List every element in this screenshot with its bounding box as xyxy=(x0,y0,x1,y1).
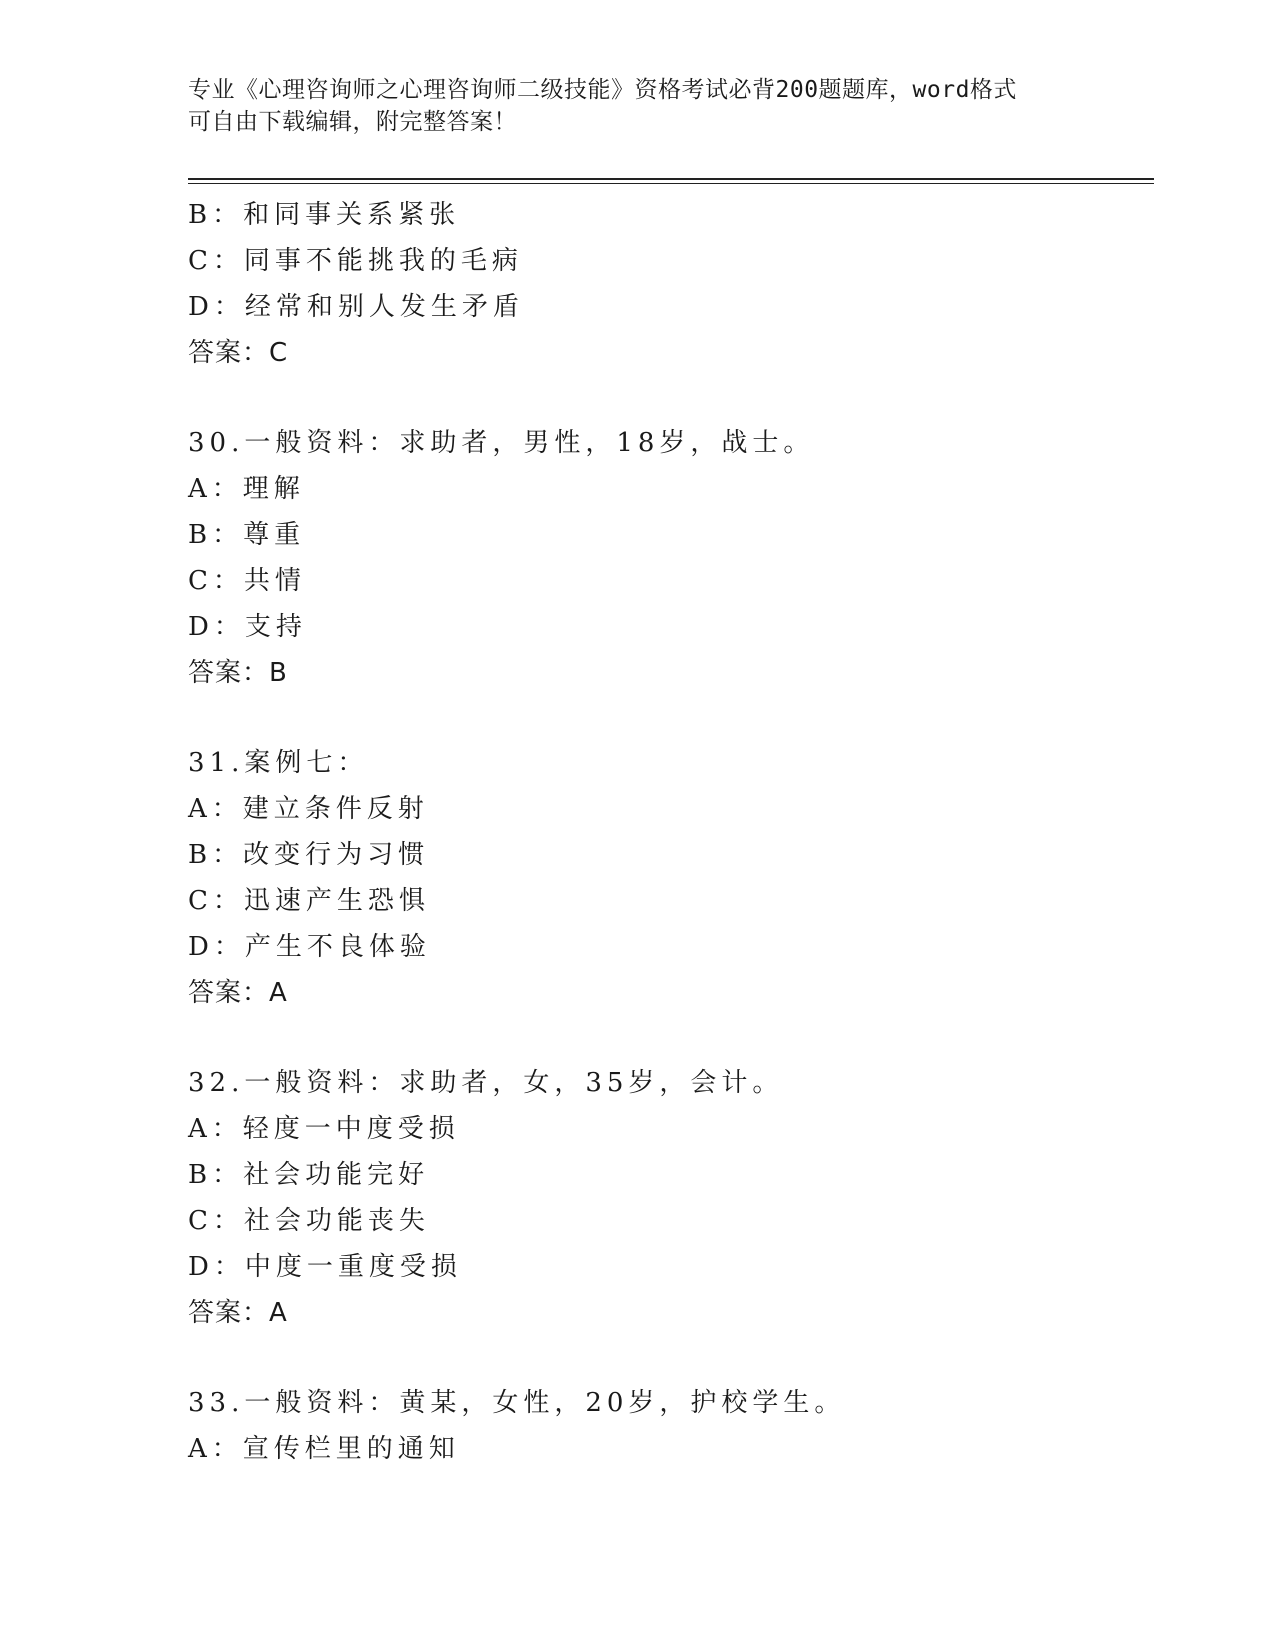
page-header xyxy=(188,74,1088,138)
answer-text: 答案：B xyxy=(188,658,288,688)
header-line-1: 专业《心理咨询师之心理咨询师二级技能》资格考试必背200题题库，word格式 xyxy=(188,77,1017,103)
answer-text: 答案：C xyxy=(188,338,289,368)
option-a: A：建立条件反射 xyxy=(188,794,429,824)
question-block xyxy=(188,420,1148,696)
question-text: 33.一般资料：黄某，女性，20岁，护校学生。 xyxy=(188,1388,846,1418)
header-line-2: 可自由下载编辑，附完整答案！ xyxy=(188,109,517,135)
question-block xyxy=(188,1060,1148,1336)
option-c: C：共情 xyxy=(188,566,306,596)
option-d: D：产生不良体验 xyxy=(188,932,431,962)
option-b: B：社会功能完好 xyxy=(188,1160,430,1190)
option-d: D：中度一重度受损 xyxy=(188,1252,462,1282)
question-text: 30.一般资料：求助者，男性，18岁，战士。 xyxy=(188,428,815,458)
question-text: 31.案例七： xyxy=(188,748,369,778)
block-spacer xyxy=(188,696,1148,740)
question-block xyxy=(188,1380,1148,1472)
option-d: D：支持 xyxy=(188,612,307,642)
option-d: D：经常和别人发生矛盾 xyxy=(188,292,524,322)
option-c: C：同事不能挑我的毛病 xyxy=(188,246,523,276)
option-a: A：轻度一中度受损 xyxy=(188,1114,460,1144)
block-spacer xyxy=(188,1016,1148,1060)
block-spacer xyxy=(188,376,1148,420)
option-a: A：理解 xyxy=(188,474,305,504)
option-b: B：改变行为习惯 xyxy=(188,840,430,870)
question-list xyxy=(188,192,1148,1472)
option-c: C：迅速产生恐惧 xyxy=(188,886,430,916)
answer-text: 答案：A xyxy=(188,1298,288,1328)
question-block xyxy=(188,192,1148,376)
option-a: A：宣传栏里的通知 xyxy=(188,1434,460,1464)
block-spacer xyxy=(188,1336,1148,1380)
question-text: 32.一般资料：求助者，女，35岁，会计。 xyxy=(188,1068,784,1098)
question-block xyxy=(188,740,1148,1016)
option-c: C：社会功能丧失 xyxy=(188,1206,430,1236)
option-b: B：尊重 xyxy=(188,520,306,550)
answer-text: 答案：A xyxy=(188,978,288,1008)
header-divider xyxy=(188,178,1154,184)
option-b: B：和同事关系紧张 xyxy=(188,200,461,230)
